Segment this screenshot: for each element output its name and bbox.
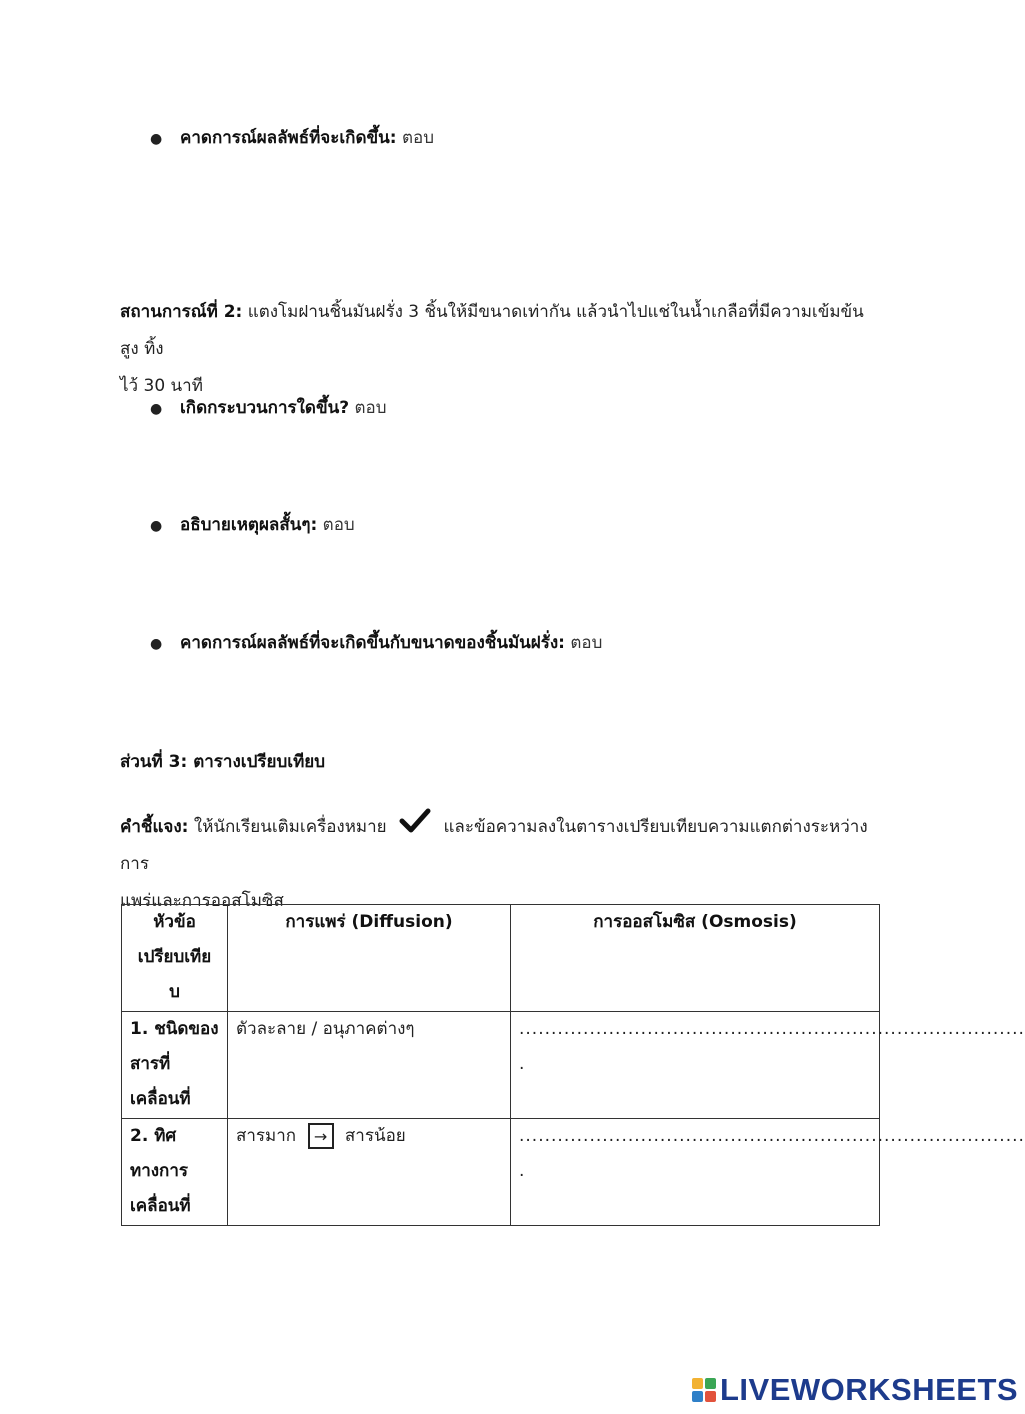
answer-field[interactable]: ตอบ [570, 633, 603, 653]
bullet-explain-question [150, 511, 355, 538]
header-diffusion: การแพร่ (Diffusion) [228, 905, 511, 1012]
answer-blank-end: . [519, 1054, 525, 1074]
table-row [122, 1012, 880, 1119]
question-label: อธิบายเหตุผลสั้นๆ: [180, 515, 318, 535]
logo-tiles-icon [692, 1378, 716, 1402]
answer-field[interactable]: ตอบ [354, 398, 387, 418]
question-label: เกิดกระบวนการใดขึ้น? [180, 398, 350, 418]
direction-from: สารมาก [236, 1126, 297, 1146]
bullet-process-question [150, 394, 387, 421]
question-label: คาดการณ์ผลลัพธ์ที่จะเกิดขึ้น: [180, 128, 397, 148]
logo-tile [705, 1391, 716, 1402]
answer-blank-end: . [519, 1161, 525, 1181]
part-3-title: ส่วนที่ 3: ตารางเปรียบเทียบ [120, 752, 326, 772]
logo-tile [692, 1378, 703, 1389]
bullet-dot: ● [150, 636, 163, 652]
comparison-table [121, 904, 1025, 1226]
scenario-2-line1: แตงโมฝานชิ้นมันฝรั่ง 3 ชิ้นให้มีขนาดเท่ากัน แล้วนำไปแช่ในน้ำเกลือที่มีความเข้มข้นสูง ทิ้ง [120, 302, 864, 359]
header-topic: หัวข้อ เปรียบเทีย บ [122, 905, 228, 1012]
instruction-before: ให้นักเรียนเติมเครื่องหมาย [193, 817, 387, 837]
answer-blank[interactable]: ............................................................................... [519, 1019, 1025, 1039]
question-label: คาดการณ์ผลลัพธ์ที่จะเกิดขึ้นกับขนาดของชิ้นมันฝรั่ง: [180, 633, 565, 653]
diffusion-cell [228, 1119, 511, 1226]
scenario-2-text [120, 294, 880, 405]
liveworksheets-logo [692, 1372, 1018, 1408]
scenario-2-label: สถานการณ์ที่ 2: [120, 302, 243, 322]
instruction-label: คำชี้แจง: [120, 817, 189, 837]
bullet-predict-result [150, 124, 434, 151]
osmosis-answer-cell[interactable] [511, 1119, 1025, 1226]
bullet-dot: ● [150, 518, 163, 534]
instruction-line2: แพร่และการออสโมซิส [120, 891, 284, 911]
logo-tile [692, 1391, 703, 1402]
answer-field[interactable]: ตอบ [322, 515, 355, 535]
instruction-after: และข้อความลงในตารางเปรียบเทียบความแตกต่างระหว่างการ [120, 817, 868, 874]
osmosis-answer-cell[interactable] [511, 1012, 1025, 1119]
logo-tile [705, 1378, 716, 1389]
scenario-2-line2: ไว้ 30 นาที [120, 376, 203, 396]
row-topic: 1. ชนิดของ สารที่ เคลื่อนที่ [122, 1012, 228, 1119]
answer-field[interactable]: ตอบ [401, 128, 435, 148]
diffusion-cell: ตัวละลาย / อนุภาคต่างๆ [228, 1012, 511, 1119]
table-header-row [122, 905, 880, 1012]
row-topic: 2. ทิศ ทางการ เคลื่อนที่ [122, 1119, 228, 1226]
bullet-predict-size-question [150, 629, 602, 656]
arrow-right-icon: → [308, 1123, 334, 1149]
checkmark-icon [400, 808, 430, 846]
header-osmosis: การออสโมซิส (Osmosis) [511, 905, 880, 1012]
table-row [122, 1119, 880, 1226]
logo-text: LIVEWORKSHEETS [720, 1372, 1019, 1407]
direction-to: สารน้อย [344, 1126, 406, 1146]
bullet-dot: ● [150, 401, 163, 417]
answer-blank[interactable]: ............................................................................... [519, 1126, 1025, 1146]
bullet-dot: ● [150, 131, 163, 147]
